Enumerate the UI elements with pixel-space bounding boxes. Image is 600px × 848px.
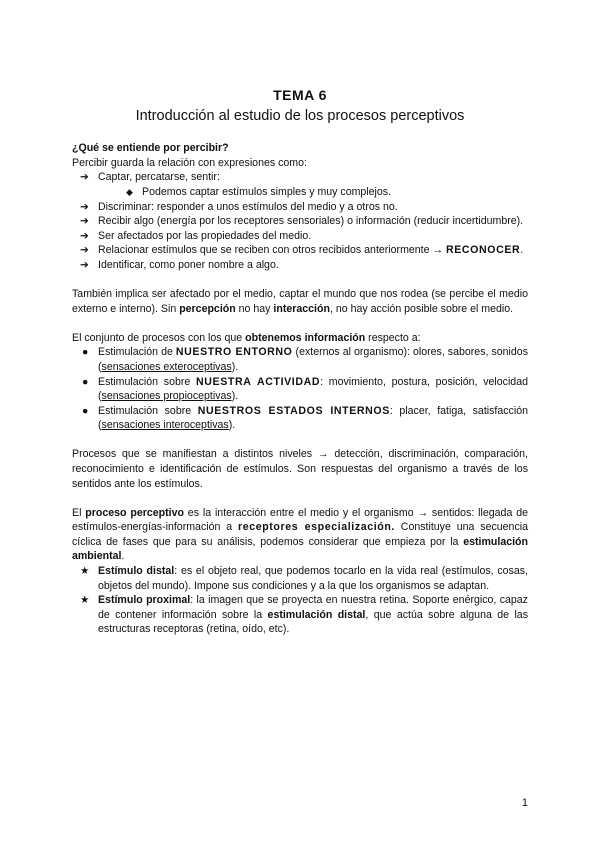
star-icon: ★	[80, 594, 90, 607]
list-item: ★ Estímulo distal: es el objeto real, que podemos tocarlo en la vida real (estímulos, cosas, objetos del mundo). Impone sus condiciones y a la que los organismos se adaptan.	[80, 565, 528, 592]
section-intro: Percibir guarda la relación con expresiones como:	[72, 156, 307, 169]
star-icon: ★	[80, 565, 90, 578]
list-item: ● Estimulación de NUESTRO ENTORNO (externos al organismo): olores, sabores, sonidos (sensaciones exteroceptivas).	[82, 346, 528, 373]
document-page	[72, 88, 528, 637]
list-item: ➔ Discriminar: responder a unos estímulos del medio y a otros no.	[80, 200, 398, 213]
arrow-right-icon: ➔	[80, 258, 89, 271]
bullet-list	[72, 345, 528, 433]
paragraph: También implica ser afectado por el medio, captar el mundo que nos rodea (se percibe el medio externo e interno). Sin percepción no hay interacción, no hay acción posible sobre el medio.	[72, 288, 528, 315]
arrow-right-icon: ➔	[80, 200, 89, 213]
bullet-icon: ●	[82, 404, 89, 417]
section-question: ¿Qué se entiende por percibir?	[72, 142, 229, 155]
star-list	[72, 564, 528, 637]
bullet-icon: ●	[82, 375, 89, 388]
page-subtitle: Introducción al estudio de los procesos perceptivos	[135, 107, 465, 124]
list-item: ➔ Recibir algo (energía por los receptores sensoriales) o información (reducir incertidumbre).	[80, 215, 524, 228]
page-number: 1	[521, 797, 528, 809]
arrow-right-icon: ➔	[80, 171, 89, 184]
page-title: TEMA 6	[273, 87, 327, 103]
bullet-icon: ●	[82, 346, 89, 359]
arrow-right-icon: ➔	[80, 215, 89, 228]
list-item: ➔ Captar, percatarse, sentir:	[80, 171, 220, 184]
list-item: ➔ Identificar, como poner nombre a algo.	[80, 258, 279, 271]
paragraph: El conjunto de procesos con los que obtenemos información respecto a:	[72, 331, 421, 344]
arrow-list	[72, 170, 528, 272]
list-item: ● Estimulación sobre NUESTRA ACTIVIDAD: movimiento, postura, posición, velocidad (sensaciones propioceptivas).	[82, 375, 528, 403]
arrow-right-icon: ➔	[80, 229, 89, 242]
list-item: ★ Estímulo proximal: la imagen que se proyecta en nuestra retina. Soporte enérgico, capaz de contener información sobre la estimulación distal, que actúa sobre alguna de las estructuras receptoras (retina, oído, etc).	[80, 594, 528, 636]
list-item: ● Estimulación sobre NUESTROS ESTADOS INTERNOS: placer, fatiga, satisfacción (sensaciones interoceptivas).	[82, 404, 528, 432]
paragraph: Procesos que se manifiestan a distintos niveles → detección, discriminación, comparación, reconocimiento e identificación de estímulos. Son respuestas del organismo a través de los sentidos ante los estímulos.	[72, 448, 528, 490]
list-item: ◆ Podemos captar estímulos simples y muy complejos.	[126, 185, 392, 198]
list-item: ➔ Ser afectados por las propiedades del medio.	[80, 229, 312, 242]
arrow-right-icon: ➔	[80, 244, 89, 257]
paragraph: El proceso perceptivo es la interacción entre el medio y el organismo → sentidos: llegada de estímulos-energías-información a receptores especialización. Constituye una secuencia cíclica de fases que para su análisis, podemos considerar que empieza por la estimulación ambiental.	[72, 506, 528, 563]
diamond-icon: ◆	[126, 186, 133, 197]
list-item: ➔ Relacionar estímulos que se reciben con otros recibidos anteriormente → RECONOCER.	[80, 244, 524, 257]
